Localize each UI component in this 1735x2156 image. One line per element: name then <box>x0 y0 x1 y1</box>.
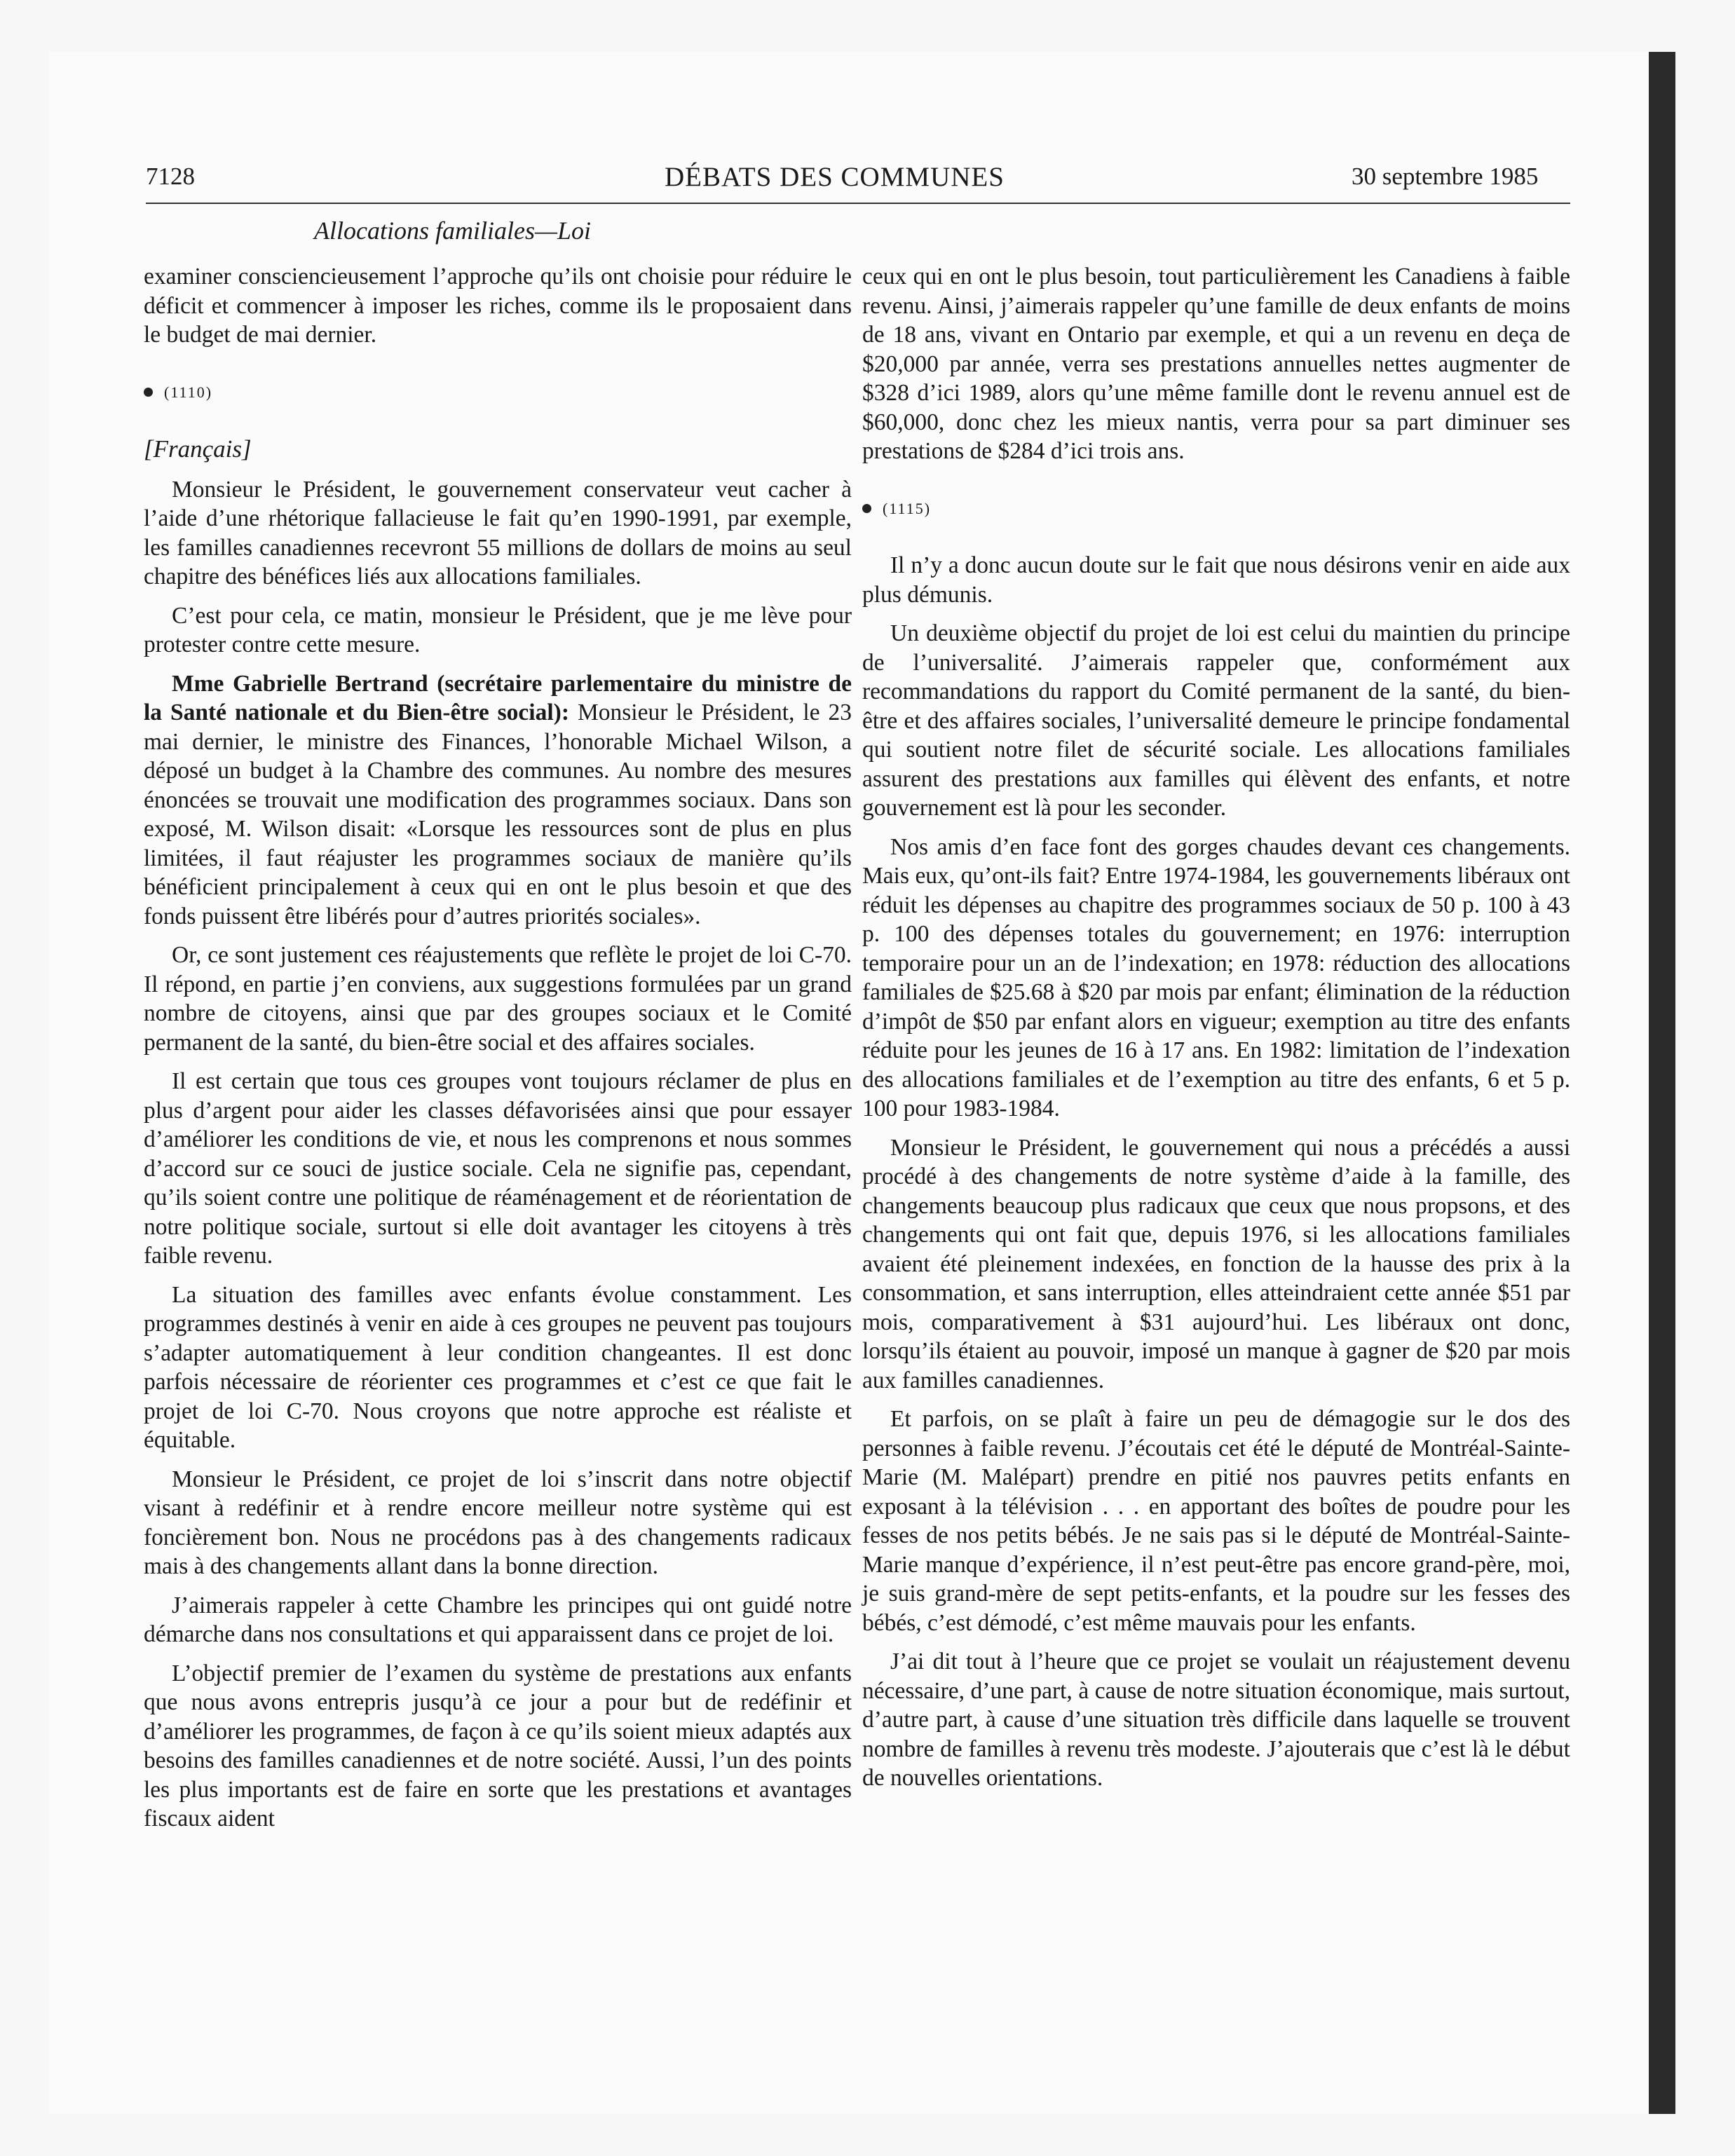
time-marker <box>144 378 852 407</box>
paragraph: C’est pour cela, ce matin, monsieur le Président, que je me lève pour protester contre cette mesure. <box>144 602 852 657</box>
language-tag: [Français] <box>144 435 252 463</box>
paragraph: L’objectif premier de l’examen du système de prestations aux enfants que nous avons entrepris jusqu’à ce jour a pour but de redéfinir et d’améliorer les programmes, de façon à ce qu’ils soient mieux adaptés aux besoins des familles canadiennes et de notre société. Aussi, l’un des points les plus importants est de faire en sorte que les prestations et avantages fiscaux aident <box>144 1660 852 1831</box>
paragraph: J’ai dit tout à l’heure que ce projet se voulait un réajustement devenu nécessaire, d’une part, à cause de notre situation économique, mais surtout, d’autre part, à cause d’une situation très difficile dans laquelle se trouvent nombre de familles à revenu très modeste. J’ajouterais que c’est là le début de nouvelles orientations. <box>862 1649 1570 1791</box>
speech-text: Monsieur le Président, le 23 mai dernier, le ministre des Finances, l’honorable Michael Wilson, a déposé un budget à la Chambre des communes. Au nombre des mesures énoncées se trouvait une modification des programmes sociaux. Dans son exposé, M. Wilson disait: «Lorsque les ressources sont de plus en plus limitées, il faut réajuster les programmes sociaux de manière qu’ils bénéficient principalement à ceux qui en ont le plus besoin et que des fonds puissent être libérés pour d’autres priorités sociales». <box>144 700 852 929</box>
header-rule <box>146 203 1570 204</box>
time-marker-label: (1115) <box>883 499 932 517</box>
speaker-name: Mme Gabrielle Bertrand (secrétaire parlementaire du ministre de la Santé nationale et du Bien-être social): <box>144 670 852 725</box>
paragraph: J’aimerais rappeler à cette Chambre les principes qui ont guidé notre démarche dans nos consultations et qui apparaissent dans ce projet de loi. <box>144 1592 852 1647</box>
bullet-icon <box>862 504 871 513</box>
paragraph: Monsieur le Président, le gouvernement conservateur veut cacher à l’aide d’une rhétorique fallacieuse le fait qu’en 1990-1991, par exemple, les familles canadiennes recevront 55 millions de dollars de moins au seul chapitre des bénéfices liés aux allocations familiales. <box>144 476 852 589</box>
paragraph: Nos amis d’en face font des gorges chaudes devant ces changements. Mais eux, qu’ont-ils fait? Entre 1974-1984, les gouvernements libéraux ont réduit les dépenses au chapitre des programmes sociaux de 50 p. 100 à 43 p. 100 des dépenses totales du gouvernement; en 1976: interruption temporaire pour un an de l’indexation; en 1978: réduction des allocations familiales de $25.68 à $20 par mois par enfant; élimination de la réduction d’impôt de $50 par enfant alors en vigueur; exemption au titre des enfants réduite pour les jeunes de 16 à 17 ans. En 1982: limitation de l’indexation des allocations familiales et de l’exemption au titre des enfants, 6 et 5 p. 100 pour 1983-1984. <box>862 833 1570 1121</box>
section-subheader: Allocations familiales—Loi <box>314 217 592 245</box>
paragraph: examiner consciencieusement l’approche qu’ils ont choisie pour réduire le déficit et commencer à imposer les riches, comme ils le proposaient dans le budget de mai dernier. <box>144 264 852 348</box>
page-number: 7128 <box>146 163 195 190</box>
right-column <box>862 262 1570 1803</box>
paragraph: ceux qui en ont le plus besoin, tout particulièrement les Canadiens à faible revenu. Ainsi, j’aimerais rappeler qu’une famille de deux enfants de moins de 18 ans, vivant en Ontario par exemple, et qui a un revenu en deça de $20,000 par année, verra ses prestations annuelles nettes augmenter de $328 d’ici 1989, alors qu’une même famille dont le revenu annuel est de $60,000, donc chez les mieux nantis, verra pour sa part diminuer ses prestations de $284 d’ici trois ans. <box>862 264 1570 464</box>
paragraph: Et parfois, on se plaît à faire un peu de démagogie sur le dos des personnes à faible revenu. J’écoutais cet été le député de Montréal-Sainte-Marie (M. Malépart) prendre en pitié nos pauvres petits enfants en exposant à la télévision . . . en apportant des boîtes de poudre pour les fesses de nos petits bébés. Je ne sais pas si le député de Montréal-Sainte-Marie manque d’expérience, il n’est peut-être pas encore grand-père, moi, je suis grand-mère de sept petits-enfants, et la poudre sur les fesses des bébés, c’est démodé, c’est même mauvais pour les enfants. <box>862 1406 1570 1636</box>
bullet-icon <box>144 388 153 397</box>
header-date: 30 septembre 1985 <box>1352 163 1539 190</box>
paragraph: Or, ce sont justement ces réajustements que reflète le projet de loi C-70. Il répond, en partie j’en conviens, aux suggestions formulées par un grand nombre de citoyens, ainsi que par des groupes sociaux et le Comité permanent de la santé, du bien-être social et des affaires sociales. <box>144 942 852 1056</box>
paragraph: Il est certain que tous ces groupes vont toujours réclamer de plus en plus d’argent pour aider les classes défavorisées ainsi que pour essayer d’améliorer les conditions de vie, et nous les comprenons et nous sommes d’accord sur ce souci de justice sociale. Cela ne signifie pas, cependant, qu’ils soient contre une politique de réaménagement et de réorientation de notre politique sociale, surtout si elle doit avantager les citoyens à très faible revenu. <box>144 1068 852 1269</box>
speaker-paragraph <box>144 669 852 932</box>
paragraph: Monsieur le Président, ce projet de loi s’inscrit dans notre objectif visant à redéfinir et à rendre encore meilleur notre système qui est foncièrement bon. Nous ne procédons pas à des changements radicaux mais à des changements allant dans la bonne direction. <box>144 1466 852 1579</box>
paragraph: La situation des familles avec enfants évolue constamment. Les programmes destinés à venir en aide à ces groupes ne peuvent pas toujours s’adapter automatiquement à leur condition changeantes. Il est donc parfois nécessaire de réorienter ces programmes et c’est ce que fait le projet de loi C-70. Nous croyons que notre approche est réaliste et équitable. <box>144 1281 852 1453</box>
time-marker-label: (1110) <box>164 383 213 401</box>
publication-title: DÉBATS DES COMMUNES <box>665 162 1005 192</box>
paragraph: Il n’y a donc aucun doute sur le fait que nous désirons venir en aide aux plus démunis. <box>862 552 1570 608</box>
scan-edge <box>1649 52 1675 2114</box>
paragraph: Monsieur le Président, le gouvernement qui nous a précédés a aussi procédé à des changements de notre système d’aide à la famille, des changements beaucoup plus radicaux que ceux que nous propsons, et des changements qui ont fait que, depuis 1976, si les allocations familiales avaient été pleinement indexées, en fonction de la hausse des prix à la consommation, et sans interruption, elles atteindraient cette année $51 par mois, comparativement à $31 aujourd’hui. Les libéraux ont donc, lorsqu’ils étaient au pouvoir, imposé un manque à gagner de $20 par mois aux familles canadiennes. <box>862 1134 1570 1393</box>
left-column <box>144 262 852 1843</box>
paragraph: Un deuxième objectif du projet de loi est celui du maintien du principe de l’universalité. J’aimerais rappeler que, conformément aux recommandations du rapport du Comité permanent de la santé, du bien-être et des affaires sociales, l’universalité demeure le principe fondamental qui soutient notre filet de sécurité sociale. Les allocations familiales assurent des prestations aux familles qui élèvent des enfants, et notre gouvernement est là pour les seconder. <box>862 620 1570 821</box>
time-marker <box>862 494 1570 524</box>
